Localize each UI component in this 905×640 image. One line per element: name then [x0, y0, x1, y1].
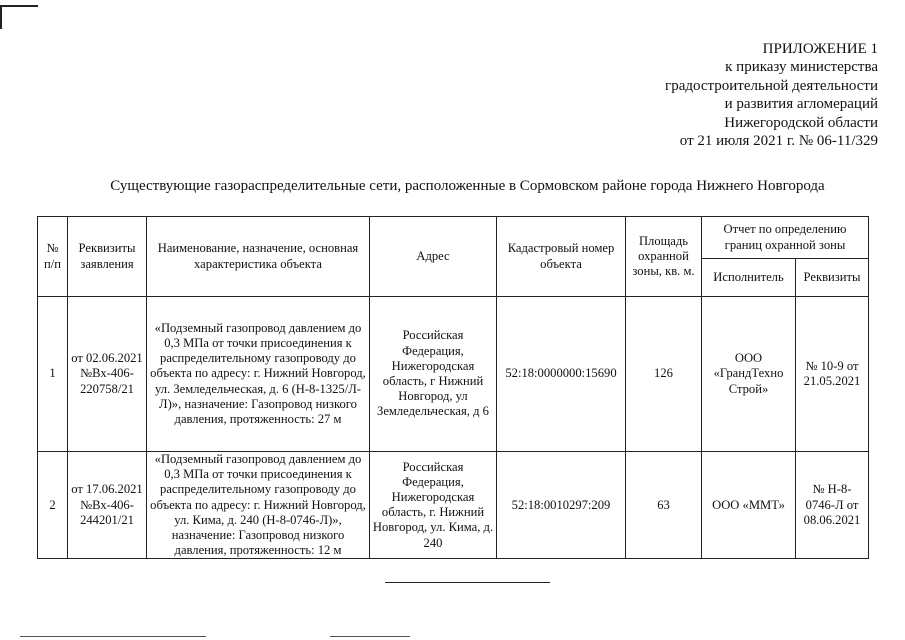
- appendix-order-ref: к приказу министерства: [725, 59, 878, 76]
- cell-area: 63: [626, 452, 702, 559]
- appendix-ministry-line: градостроительной деятельности: [665, 77, 878, 94]
- cell-address: Российская Федерация, Нижегородская область, г Нижний Новгород, ул Земледельческая, д 6: [370, 297, 497, 452]
- appendix-label: ПРИЛОЖЕНИЕ 1: [762, 41, 878, 57]
- appendix-header: [665, 40, 878, 150]
- table-header-row: [38, 217, 869, 259]
- cell-num: 2: [38, 452, 68, 559]
- header-area: Площадь охранной зоны, кв. м.: [626, 217, 702, 297]
- header-num: № п/п: [38, 217, 68, 297]
- cell-details: № 10-9 от 21.05.2021: [796, 297, 869, 452]
- document-title: Существующие газораспределительные сети, расположенные в Сормовском районе города Нижнего Новгорода: [110, 178, 825, 194]
- header-name: Наименование, назначение, основная характеристика объекта: [147, 217, 370, 297]
- cell-cadastral: 52:18:0000000:15690: [497, 297, 626, 452]
- cell-name: «Подземный газопровод давлением до 0,3 МПа от точки присоединения к распределительному газопроводу до объекта по адресу: г. Нижний Новгород, ул. Кима, д. 240 (Н-8-0746-Л)», назначение: Газопровод низкого давления, протяженность: 12 м: [147, 452, 370, 559]
- table-row: [38, 452, 869, 559]
- cell-cadastral: 52:18:0010297:209: [497, 452, 626, 559]
- header-executor: Исполнитель: [702, 259, 796, 297]
- footer-divider-short: [330, 636, 410, 637]
- footer-divider: [20, 636, 206, 637]
- header-details: Реквизиты: [796, 259, 869, 297]
- cell-num: 1: [38, 297, 68, 452]
- cell-request: от 17.06.2021 №Вх-406-244201/21: [68, 452, 147, 559]
- cell-details: № Н-8-0746-Л от 08.06.2021: [796, 452, 869, 559]
- cell-request: от 02.06.2021 №Вх-406-220758/21: [68, 297, 147, 452]
- gas-networks-table: [37, 216, 869, 559]
- cell-name: «Подземный газопровод давлением до 0,3 МПа от точки присоединения к распределительному газопроводу до объекта по адресу: г. Нижний Новгород, ул. Земледельческая, д. 6 (Н-8-1325/Л-Л)», назначение: Газопровод низкого давления, протяженность: 27 м: [147, 297, 370, 452]
- cell-area: 126: [626, 297, 702, 452]
- header-address: Адрес: [370, 217, 497, 297]
- page-corner-mark: [0, 5, 38, 29]
- table-row: [38, 297, 869, 452]
- cell-executor: ООО «ММТ»: [702, 452, 796, 559]
- header-request: Реквизиты заявления: [68, 217, 147, 297]
- header-cadastral: Кадастровый номер объекта: [497, 217, 626, 297]
- cell-executor: ООО «ГрандТехно Строй»: [702, 297, 796, 452]
- appendix-order-date: от 21 июля 2021 г. № 06-11/329: [679, 133, 878, 150]
- appendix-region: Нижегородской области: [724, 114, 878, 131]
- cell-address: Российская Федерация, Нижегородская область, г. Нижний Новгород, ул. Кима, д. 240: [370, 452, 497, 559]
- header-report: Отчет по определению границ охранной зоны: [702, 217, 869, 259]
- signature-line: [385, 582, 550, 583]
- appendix-ministry-line-2: и развития агломераций: [724, 96, 878, 113]
